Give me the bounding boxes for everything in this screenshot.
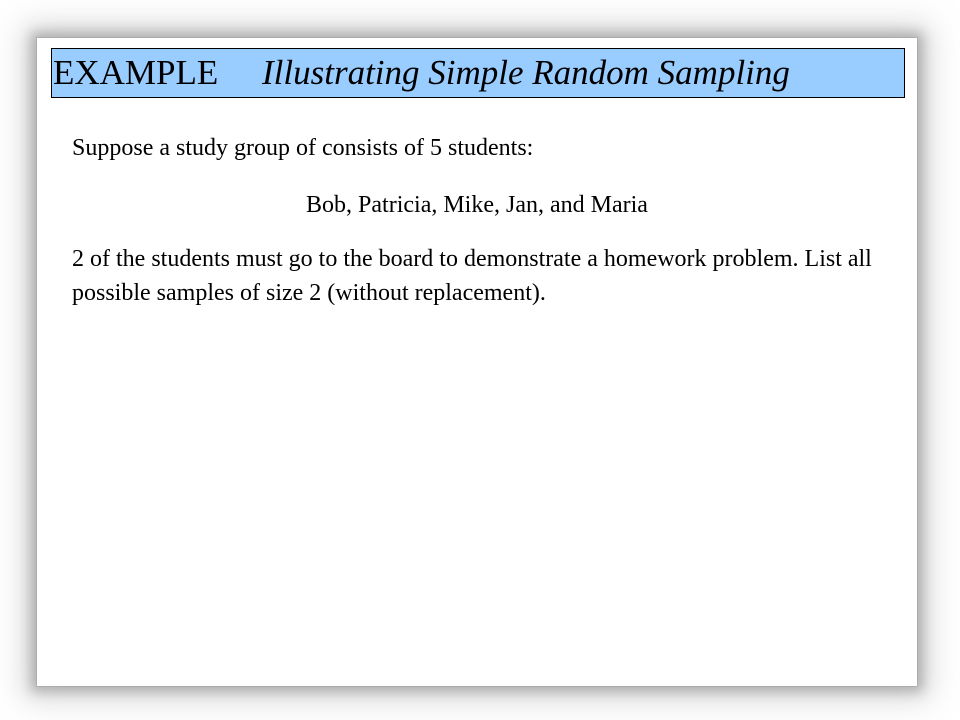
intro-paragraph: Suppose a study group of consists of 5 students: xyxy=(72,135,534,161)
title-keyword: EXAMPLE xyxy=(53,53,219,92)
title-subject: Illustrating Simple Random Sampling xyxy=(262,53,790,92)
title-banner xyxy=(51,48,905,98)
task-paragraph: 2 of the students must go to the board to demonstrate a homework problem. List all possible samples of size 2 (without replacement). xyxy=(72,246,872,306)
slide xyxy=(37,38,917,686)
student-names: Bob, Patricia, Mike, Jan, and Maria xyxy=(306,192,648,218)
